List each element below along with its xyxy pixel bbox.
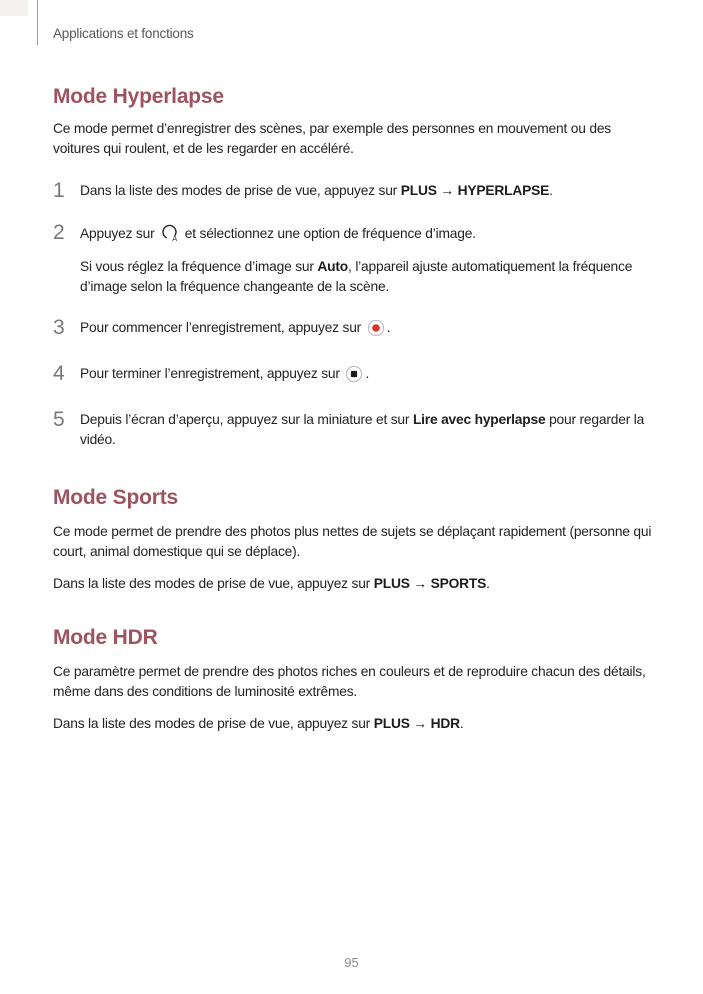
- step-text: [80, 181, 653, 202]
- step-item-3: [53, 318, 653, 343]
- sports-intro: Ce mode permet de prendre des photos plus nettes de sujets se déplaçant rapidement (personne qui court, animal domestique qui se déplace).: [53, 524, 652, 559]
- step-item-4: [53, 364, 653, 389]
- hdr-intro: Ce paramètre permet de prendre des photos riches en couleurs et de reproduire chacun des détails, même dans des conditions de luminosité extrêmes.: [53, 664, 646, 699]
- plus-label: PLUS: [373, 716, 410, 731]
- plus-label: PLUS: [373, 576, 410, 591]
- step-text-pre: Pour commencer l’enregistrement, appuyez sur: [80, 320, 365, 335]
- section-title-hyperlapse: Mode Hyperlapse: [53, 85, 224, 108]
- step-text-post: .: [386, 320, 391, 335]
- step-number: 3: [53, 316, 65, 339]
- action-pre: Dans la liste des modes de prise de vue, appuyez sur: [53, 716, 374, 731]
- step-text-post: .: [365, 366, 370, 381]
- hyperlapse-auto-frame-rate-icon: [160, 223, 179, 249]
- record-icon: [367, 319, 385, 343]
- section-title-hdr: Mode HDR: [53, 626, 158, 649]
- header-vertical-rule: [37, 0, 38, 45]
- action-post: .: [486, 576, 490, 591]
- hdr-label: HDR: [430, 716, 460, 731]
- auto-label: Auto: [317, 259, 349, 274]
- step-item-1: [53, 181, 653, 202]
- lire-avec-hyperlapse-label: Lire avec hyperlapse: [412, 412, 546, 427]
- action-pre: Dans la liste des modes de prise de vue, appuyez sur: [53, 576, 374, 591]
- sports-label: SPORTS: [430, 576, 487, 591]
- step-text-pre: Dans la liste des modes de prise de vue, appuyez sur: [80, 183, 401, 198]
- step-text-pre: Depuis l’écran d’aperçu, appuyez sur la miniature et sur: [80, 412, 413, 427]
- action-post: .: [459, 716, 464, 731]
- hyperlapse-steps: [53, 181, 653, 450]
- note-pre: Si vous réglez la fréquence d’image sur: [80, 259, 318, 274]
- step-text-pre: Appuyez sur: [80, 226, 159, 241]
- svg-text:A: A: [172, 234, 178, 243]
- step-item-5: [53, 410, 653, 450]
- arrow-glyph: →: [436, 183, 458, 198]
- step-text-post: pour regarder la vidéo.: [80, 412, 645, 447]
- step-number: 5: [53, 408, 65, 431]
- arrow-glyph: →: [409, 576, 431, 591]
- step-text: [80, 318, 653, 343]
- hdr-action-line: [53, 714, 653, 734]
- section-title-sports: Mode Sports: [53, 486, 178, 509]
- step-text: [80, 223, 653, 297]
- plus-label: PLUS: [400, 183, 437, 198]
- breadcrumb: Applications et fonctions: [53, 26, 194, 41]
- sports-action-line: [53, 574, 653, 594]
- step-text: [80, 364, 653, 389]
- note-post: , l’appareil ajuste automatiquement la fréquence d’image selon la fréquence changeante de la scène.: [80, 259, 633, 294]
- hyperlapse-intro: Ce mode permet d’enregistrer des scènes, par exemple des personnes en mouvement ou des voitures qui roulent, et de les regarder en accéléré.: [53, 121, 611, 156]
- scan-corner-artifact: [0, 0, 28, 16]
- step-number: 2: [53, 221, 65, 244]
- step-number: 4: [53, 362, 65, 385]
- arrow-glyph: →: [409, 716, 431, 731]
- step-text-pre: Pour terminer l’enregistrement, appuyez sur: [80, 366, 344, 381]
- step-number: 1: [53, 179, 65, 202]
- step-item-2: [53, 223, 653, 297]
- step-text-post: .: [549, 183, 553, 198]
- page-number: 95: [344, 955, 359, 970]
- hyperlapse-label: HYPERLAPSE: [457, 183, 550, 198]
- step-note: [80, 257, 653, 297]
- step-text: [80, 410, 653, 450]
- stop-icon: [345, 365, 363, 389]
- step-text-post: et sélectionnez une option de fréquence d’image.: [181, 226, 476, 241]
